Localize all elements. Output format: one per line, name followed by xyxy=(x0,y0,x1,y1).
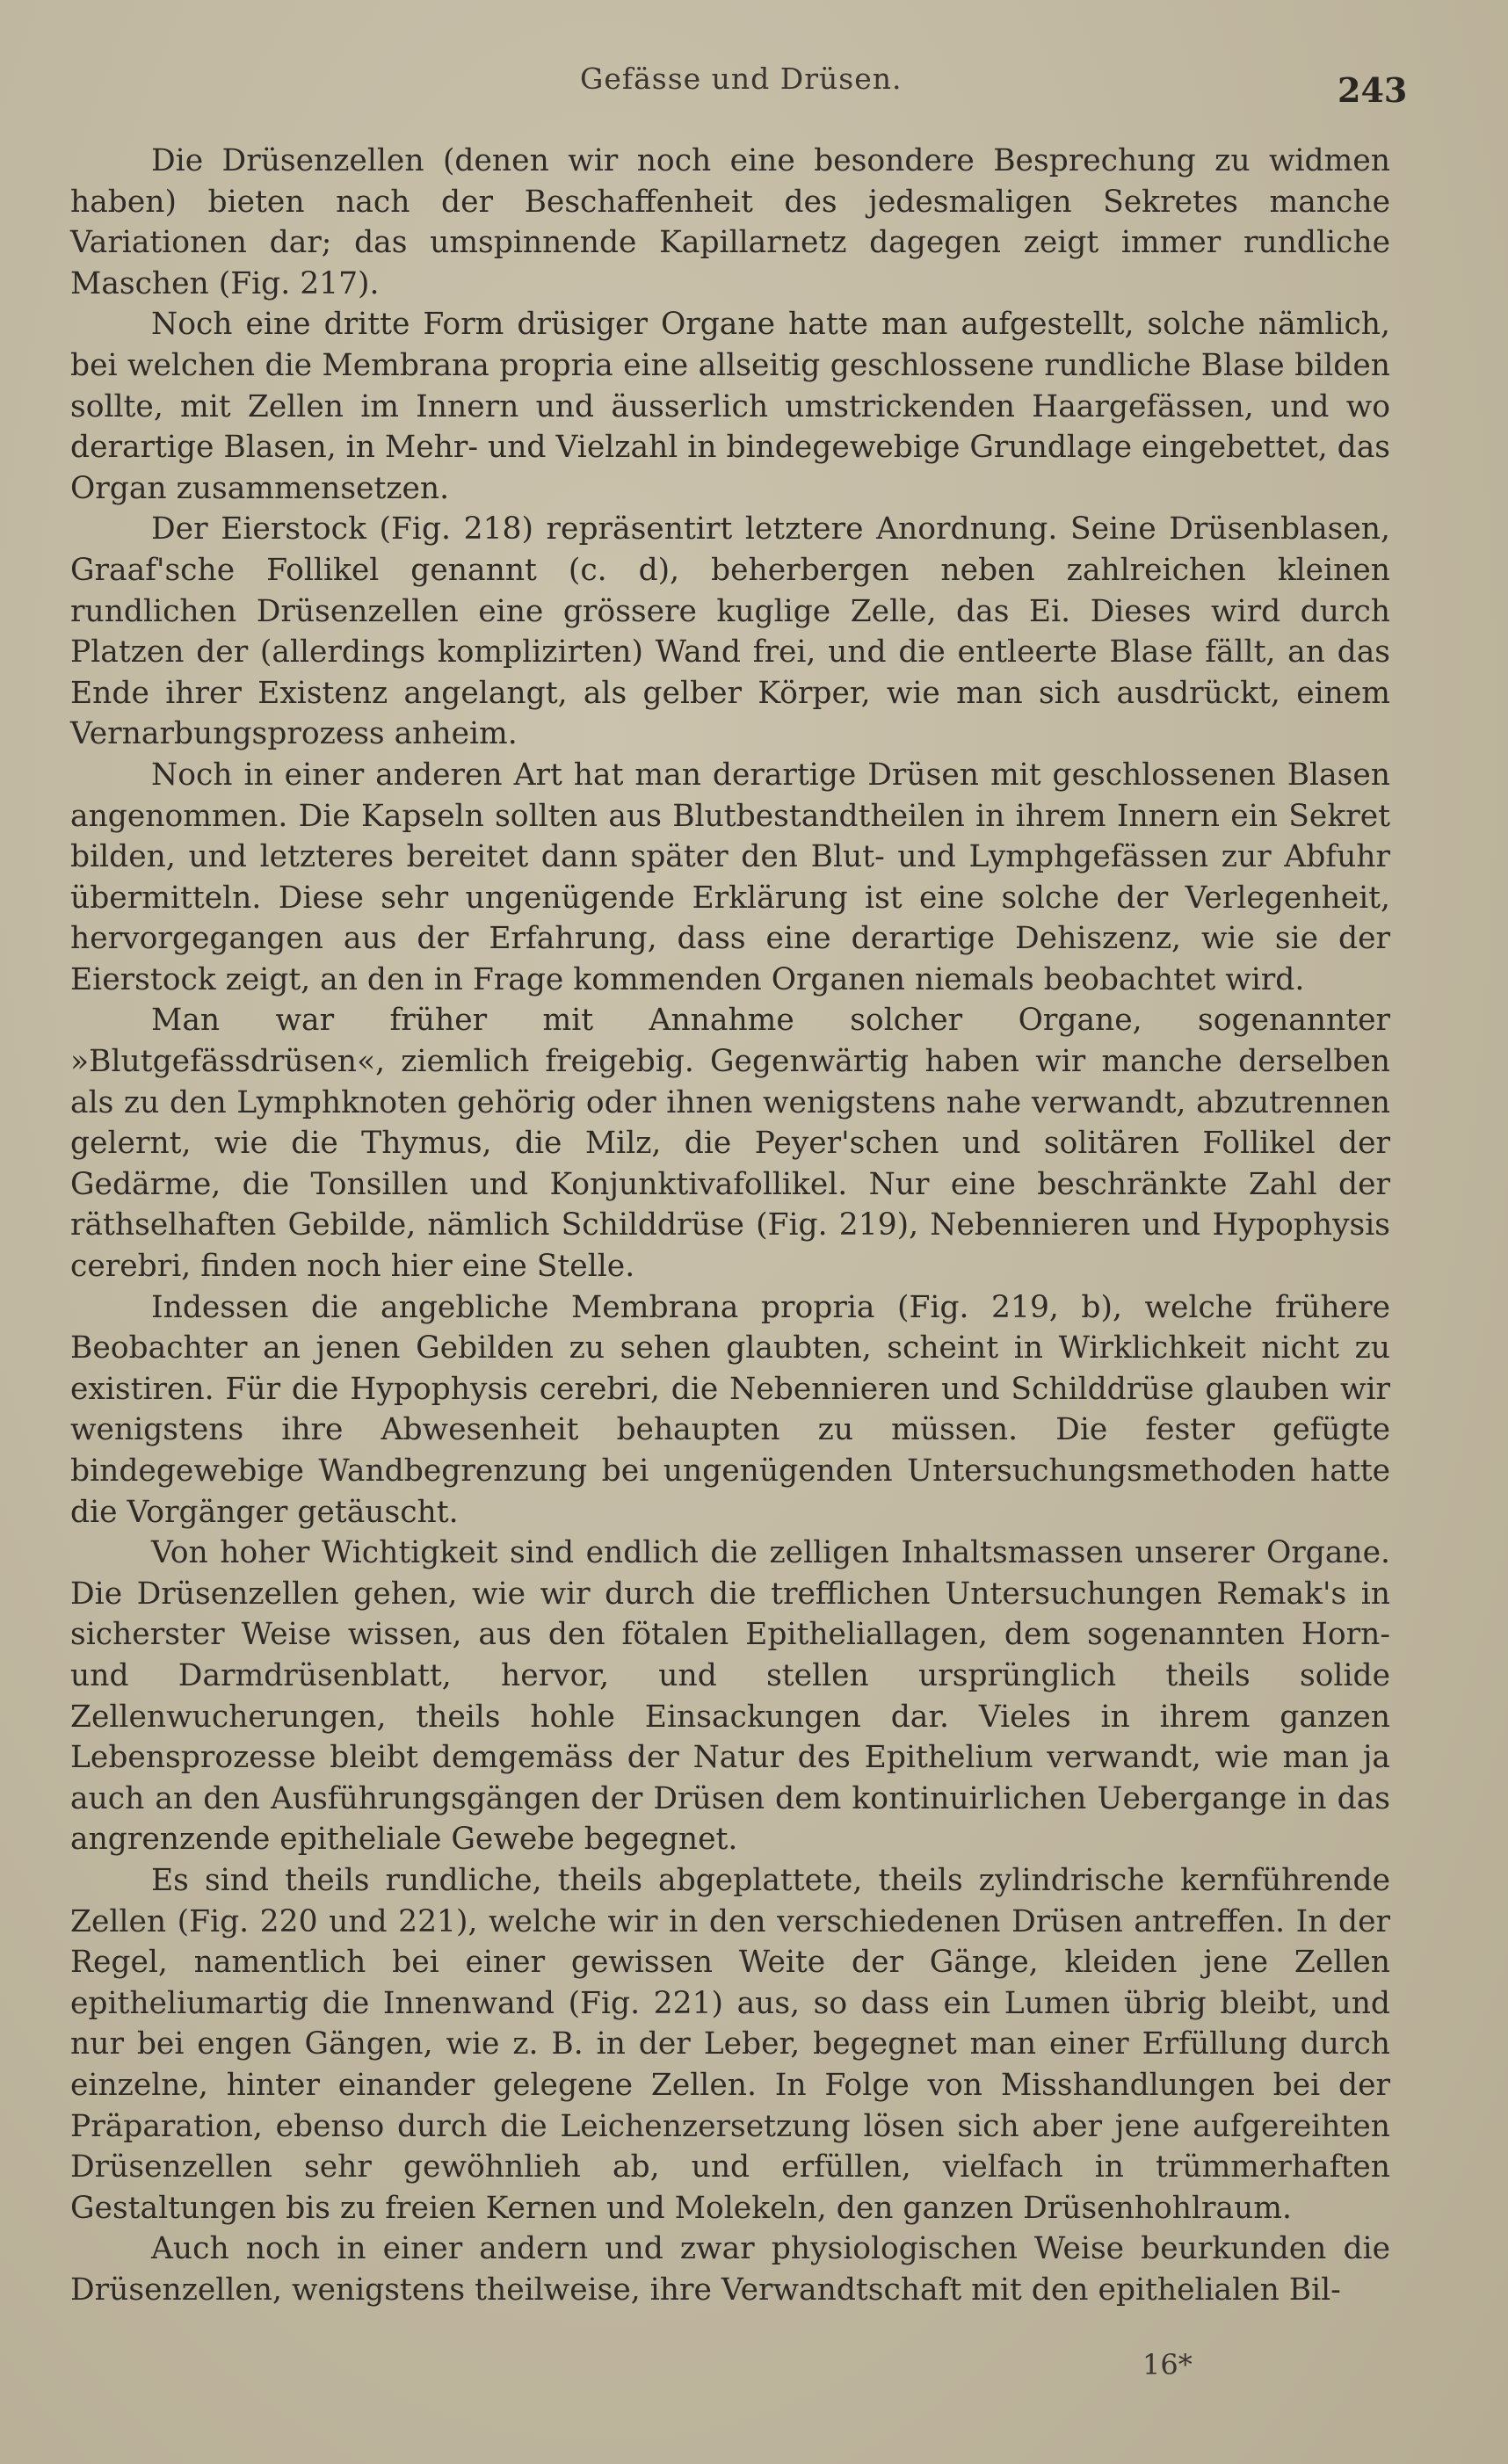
paragraph: Von hoher Wichtigkeit sind endlich die zelligen Inhaltsmassen unserer Organe. Die Drüsenzellen gehen, wie wir durch die trefflichen Untersuchungen Remak's in sicherster Weise wissen, aus den fötalen Epitheliallagen, dem sogenannten Horn- und Darmdrüsenblatt, hervor, und stellen ursprünglich theils solide Zellenwucherungen, theils hohle Einsackungen dar. Vieles in ihrem ganzen Lebensprozesse bleibt demgemäss der Natur des Epithelium verwandt, wie man ja auch an den Ausführungsgängen der Drüsen dem kontinuirlichen Uebergange in das angrenzende epitheliale Gewebe begegnet. xyxy=(70,1535,1390,1858)
paragraph: Indessen die angebliche Membrana propria (Fig. 219, b), welche frühere Beobachter an jenen Gebilden zu sehen glaubten, scheint in Wirklichkeit nicht zu existiren. Für die Hypophysis cerebri, die Nebennieren und Schilddrüse glauben wir wenigstens ihre Abwesenheit behaupten zu müssen. Die fester gefügte bindegewebige Wandbegrenzung bei ungenügenden Untersuchungsmethoden hatte die Vorgänger getäuscht. xyxy=(70,1289,1390,1530)
paragraph: Es sind theils rundliche, theils abgeplattete, theils zylindrische kernführende Zellen (Fig. 220 und 221), welche wir in den verschiedenen Drüsen antreffen. In der Regel, namentlich bei einer gewissen Weite der Gänge, kleiden jene Zellen epitheliumartig die Innenwand (Fig. 221) aus, so dass ein Lumen übrig bleibt, und nur bei engen Gängen, wie z. B. in der Leber, begegnet man einer Erfüllung durch einzelne, hinter einander gelegene Zellen. In Folge von Misshandlungen bei der Präparation, ebenso durch die Leichenzersetzung lösen sich aber jene aufgereihten Drüsenzellen sehr gewöhnlieh ab, und erfüllen, vielfach in trümmerhaften Gestaltungen bis zu freien Kernen und Molekeln, den ganzen Drüsenhohlraum. xyxy=(70,1862,1390,2226)
paragraph: Man war früher mit Annahme solcher Organe, sogenannter »Blutgefässdrüsen«, ziemlich freigebig. Gegenwärtig haben wir manche derselben als zu den Lymphknoten gehörig oder ihnen wenigstens nahe verwandt, abzutrennen gelernt, wie die Thymus, die Milz, die Peyer'schen und solitären Follikel der Gedärme, die Tonsillen und Konjunktivafollikel. Nur eine beschränkte Zahl der räthselhaften Gebilde, nämlich Schilddrüse (Fig. 219), Nebennieren und Hypophysis cerebri, finden noch hier eine Stelle. xyxy=(70,1003,1390,1285)
body-text xyxy=(70,141,1390,2310)
paragraph: Auch noch in einer andern und zwar physiologischen Weise beurkunden die Drüsenzellen, wenigstens theilweise, ihre Verwandtschaft mit den epithelialen Bil- xyxy=(70,2231,1390,2308)
paragraph: Der Eierstock (Fig. 218) repräsentirt letztere Anordnung. Seine Drüsenblasen, Graaf'sche Follikel genannt (c. d), beherbergen neben zahlreichen kleinen rundlichen Drüsenzellen eine grössere kuglige Zelle, das Ei. Dieses wird durch Platzen der (allerdings komplizirten) Wand frei, und die entleerte Blase fällt, an das Ende ihrer Existenz angelangt, als gelber Körper, wie man sich ausdrückt, einem Vernarbungsprozess anheim. xyxy=(70,511,1390,752)
running-head-title: Gefässe und Drüsen. xyxy=(580,62,903,96)
paragraph: Noch in einer anderen Art hat man derartige Drüsen mit geschlossenen Blasen angenommen. Die Kapseln sollten aus Blutbestandtheilen in ihrem Innern ein Sekret bilden, und letzteres bereitet dann später den Blut- und Lymphgefässen zur Abfuhr übermitteln. Diese sehr ungenügende Erklärung ist eine solche der Verlegenheit, hervorgegangen aus der Erfahrung, dass eine derartige Dehiszenz, wie sie der Eierstock zeigt, an den in Frage kommenden Organen niemals beobachtet wird. xyxy=(70,757,1390,997)
paragraph: Noch eine dritte Form drüsiger Organe hatte man aufgestellt, solche nämlich, bei welchen die Membrana propria eine allseitig geschlossene rundliche Blase bilden sollte, mit Zellen im Innern und äusserlich umstrickenden Haargefässen, und wo derartige Blasen, in Mehr- und Vielzahl in bindegewebige Grundlage eingebettet, das Organ zusammensetzen. xyxy=(70,307,1390,506)
page-number: 243 xyxy=(1338,70,1408,110)
signature-mark: 16* xyxy=(1142,2348,1193,2381)
paragraph: Die Drüsenzellen (denen wir noch eine besondere Besprechung zu widmen haben) bieten nach der Beschaffenheit des jedesmaligen Sekretes manche Variationen dar; das umspinnende Kapillarnetz dagegen zeigt immer rundliche Maschen (Fig. 217). xyxy=(70,143,1390,301)
